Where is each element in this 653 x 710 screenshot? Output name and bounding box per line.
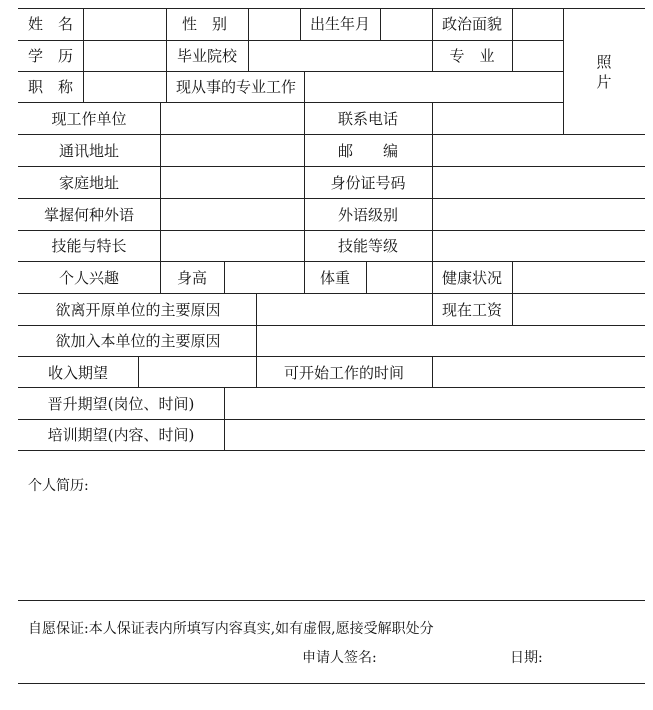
height-label: 身高 (176, 269, 208, 287)
name-field[interactable] (84, 9, 165, 39)
health-field[interactable] (513, 262, 644, 292)
education-field[interactable] (84, 41, 165, 70)
row-divider (18, 450, 645, 451)
id-number-label: 身份证号码 (330, 174, 406, 192)
promotion-field[interactable] (225, 388, 644, 418)
id-number-field[interactable] (433, 167, 644, 197)
start-time-field[interactable] (433, 357, 644, 386)
postcode-label: 邮 编 (337, 142, 399, 160)
col-divider (300, 8, 301, 40)
politics-label: 政治面貌 (441, 15, 503, 33)
address-field[interactable] (161, 135, 303, 165)
address-label: 通讯地址 (58, 142, 120, 160)
photo-label-1: 照 (596, 53, 612, 71)
gender-field[interactable] (249, 9, 299, 39)
languages-label: 掌握何种外语 (43, 206, 135, 224)
col-divider (432, 8, 433, 71)
signature-field[interactable] (392, 645, 502, 669)
employer-field[interactable] (161, 103, 303, 133)
phone-field[interactable] (433, 103, 562, 133)
title-field[interactable] (84, 72, 165, 101)
language-level-field[interactable] (433, 199, 644, 229)
major-label: 专 业 (449, 47, 495, 65)
date-field[interactable] (552, 645, 642, 669)
phone-label: 联系电话 (337, 110, 399, 128)
school-label: 毕业院校 (176, 47, 238, 65)
salary-label: 现在工资 (441, 301, 503, 319)
hobby-label: 个人兴趣 (58, 269, 120, 287)
signature-label: 申请人签名: (302, 650, 377, 666)
resume-bottom-border (18, 600, 645, 601)
health-label: 健康状况 (441, 269, 503, 287)
resume-label: 个人简历: (28, 478, 89, 494)
leave-reason-field[interactable] (257, 294, 431, 324)
col-divider (304, 102, 305, 293)
photo-area[interactable] (564, 9, 645, 133)
income-field[interactable] (139, 357, 255, 386)
salary-field[interactable] (513, 294, 644, 324)
major-field[interactable] (513, 41, 562, 70)
languages-field[interactable] (161, 199, 303, 229)
current-work-label: 现从事的专业工作 (175, 78, 297, 96)
school-field[interactable] (249, 41, 431, 70)
start-time-label: 可开始工作的时间 (283, 364, 405, 382)
employer-label: 现工作单位 (51, 110, 127, 128)
name-label: 姓 名 (28, 15, 74, 33)
skills-field[interactable] (161, 231, 303, 260)
resume-field[interactable] (18, 500, 645, 598)
skill-level-label: 技能等级 (337, 237, 399, 255)
language-level-label: 外语级别 (337, 206, 399, 224)
height-field[interactable] (225, 262, 303, 292)
promotion-label: 晋升期望(岗位、时间) (47, 395, 195, 413)
politics-field[interactable] (513, 9, 562, 39)
guarantee-statement: 自愿保证:本人保证表内所填写内容真实,如有虚假,愿接受解职处分 (28, 621, 434, 637)
leave-reason-label: 欲离开原单位的主要原因 (55, 301, 221, 319)
col-divider (160, 261, 161, 293)
current-work-field[interactable] (305, 72, 562, 101)
title-label: 职 称 (28, 78, 74, 96)
col-divider (166, 8, 167, 102)
birth-field[interactable] (381, 9, 431, 39)
postcode-field[interactable] (433, 135, 644, 165)
education-label: 学 历 (28, 47, 74, 65)
weight-field[interactable] (367, 262, 431, 292)
income-label: 收入期望 (47, 364, 109, 382)
home-label: 家庭地址 (58, 174, 120, 192)
photo-label-2: 片 (596, 73, 612, 91)
form-bottom-border (18, 683, 645, 684)
gender-label: 性 别 (182, 15, 228, 33)
date-label: 日期: (510, 650, 543, 666)
birth-label: 出生年月 (309, 15, 371, 33)
skills-label: 技能与特长 (51, 237, 127, 255)
skill-level-field[interactable] (433, 231, 644, 260)
join-reason-label: 欲加入本单位的主要原因 (55, 332, 221, 350)
join-reason-field[interactable] (257, 326, 644, 355)
training-label: 培训期望(内容、时间) (47, 426, 195, 444)
weight-label: 体重 (319, 269, 351, 287)
home-field[interactable] (161, 167, 303, 197)
training-field[interactable] (225, 420, 644, 449)
